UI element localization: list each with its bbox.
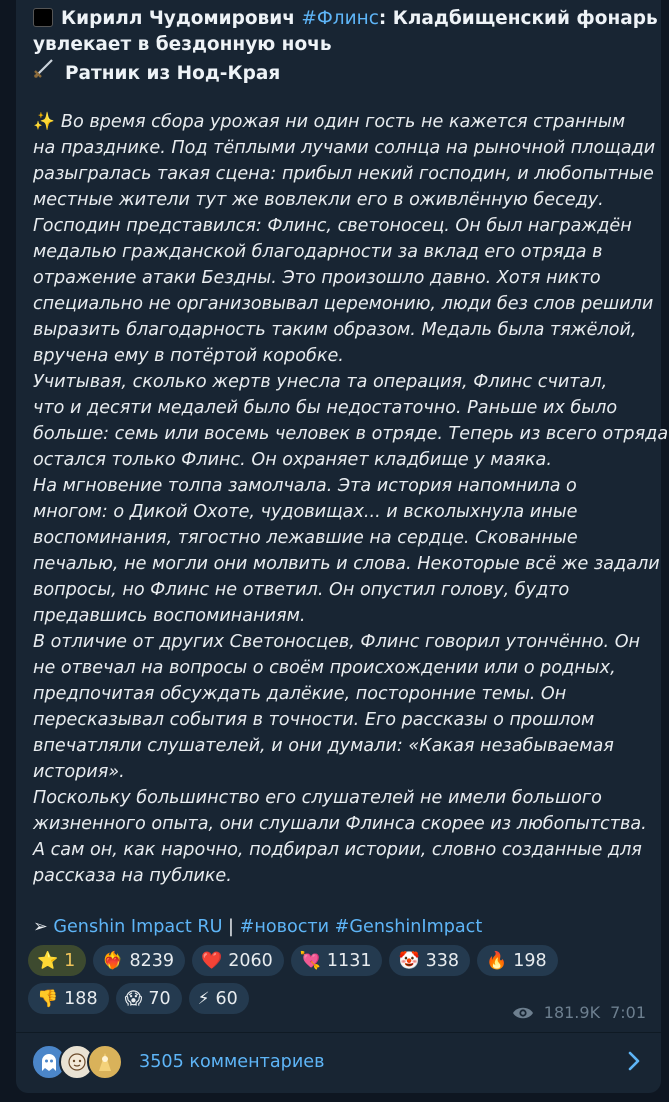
commenter-avatars: [31, 1044, 131, 1080]
reaction-count: 198: [513, 950, 547, 971]
reaction-fire-button[interactable]: [477, 945, 558, 976]
clown-icon: 🤡: [398, 950, 420, 971]
body-line: жизненного опыта, они слушали Флинса скорее из любопытства.: [33, 814, 647, 834]
body-line: А сам он, как нарочно, подбирал истории, словно созданные для: [33, 840, 642, 860]
arrow-glyph: ➢: [33, 917, 54, 937]
body-line: печалью, не могли они молвить и слова. Некоторые всё же задали: [33, 554, 660, 574]
ghost-icon: [38, 1051, 60, 1073]
body-line: многом: о Дикой Охоте, чудовищах... и всколыхнула иные: [33, 502, 578, 522]
body-line: Поскольку большинство его слушателей не имели большого: [33, 788, 602, 808]
message-meta: [512, 1003, 646, 1022]
body-line: не отвечал на вопросы о своём происхождении или о родных,: [33, 658, 616, 678]
post-header: [33, 6, 658, 87]
body-line: предпочитая обсуждать далёкие, посторонние темы. Он: [33, 684, 567, 704]
body-line: В отличие от других Светоносцев, Флинс говорил утончённо. Он: [33, 632, 641, 652]
comments-button[interactable]: [16, 1033, 661, 1091]
body-line: остался только Флинс. Он охраняет кладбище у маяка.: [33, 450, 552, 470]
body-line: местные жители тут же вовлекли его в оживлённую беседу.: [33, 190, 604, 210]
star-icon: ⭐: [37, 950, 59, 971]
header-title-line2: увлекает в бездонную ночь: [33, 33, 332, 55]
sword-icon: [33, 57, 59, 87]
reaction-thumbs-down-button[interactable]: [28, 983, 109, 1014]
avatar: [87, 1044, 123, 1080]
post-footer: [33, 914, 482, 940]
reaction-count: 338: [425, 950, 460, 971]
footer-separator: |: [222, 917, 240, 937]
body-line: вручена ему в потёртой коробке.: [33, 346, 344, 366]
heart-arrow-icon: 💘: [299, 950, 321, 971]
chevron-right-icon: [627, 1049, 641, 1077]
sparkles-icon: ✨: [33, 112, 55, 132]
body-line: предавшись воспоминаниям.: [33, 606, 306, 626]
reaction-count: 1: [64, 950, 76, 971]
reaction-count: 188: [64, 988, 98, 1009]
reaction-star-button[interactable]: [28, 945, 86, 976]
body-line: медалью гражданской благодарности за вклад его отряда в: [33, 242, 603, 262]
body-line: разыгралась такая сцена: прибыл некий господин, и любопытные: [33, 164, 654, 184]
black-square-icon: [33, 8, 53, 27]
character-figure-icon: [93, 1050, 117, 1074]
body-line: выразить благодарность таким образом. Медаль была тяжёлой,: [33, 320, 637, 340]
scream-icon: 😱: [124, 988, 143, 1009]
hashtag-genshin-link[interactable]: #GenshinImpact: [334, 917, 483, 937]
header-hashtag-link[interactable]: #Флинс: [301, 8, 379, 29]
body-line: отражение атаки Бездны. Это произошло давно. Хотя никто: [33, 268, 601, 288]
heart-fire-icon: ❤️‍🔥: [102, 950, 124, 971]
views-count: 181.9K: [543, 1003, 601, 1022]
reaction-count: 1131: [326, 950, 372, 971]
body-line: на празднике. Под тёплыми лучами солнца на рыночной площади: [33, 138, 656, 158]
lightning-icon: ⚡: [197, 988, 210, 1009]
channel-link[interactable]: Genshin Impact RU: [53, 917, 223, 937]
reaction-count: 8239: [129, 950, 175, 971]
reaction-count: 70: [148, 988, 171, 1009]
header-subtitle: Ратник из Нод-Края: [65, 63, 281, 84]
heart-icon: ❤️: [201, 950, 223, 971]
body-line: история».: [33, 762, 125, 782]
body-line: Во время сбора урожая ни один гость не кажется странным: [60, 112, 626, 132]
reaction-scream-button[interactable]: [116, 983, 182, 1014]
body-line: воспоминания, тягостно лежавшие на сердце. Скованные: [33, 528, 578, 548]
message-time: 7:01: [610, 1003, 646, 1022]
body-line: что и десяти медалей было бы недостаточно. Раньше их было: [33, 398, 618, 418]
reaction-heart-button[interactable]: [192, 945, 284, 976]
body-line: больше: семь или восемь человек в отряде. Теперь из всего отряда: [33, 424, 669, 444]
hashtag-news-link[interactable]: #новости: [239, 917, 330, 937]
header-name: Кирилл Чудомирович: [61, 8, 302, 29]
body-line: пересказывал события в точности. Его рассказы о прошлом: [33, 710, 595, 730]
body-line: Учитывая, сколько жертв унесла та операция, Флинс считал,: [33, 372, 608, 392]
body-line: рассказа на публике.: [33, 866, 232, 886]
body-line: На мгновение толпа замолчала. Эта история напомнила о: [33, 476, 577, 496]
post-body: [33, 109, 669, 889]
body-line: специально не организовывал церемонию, люди без слов решили: [33, 294, 654, 314]
comments-count-label: 3505 комментариев: [139, 1052, 325, 1072]
character-face-icon: [65, 1050, 89, 1074]
body-line: вопросы, но Флинс не ответил. Он опустил голову, будто: [33, 580, 570, 600]
body-line: Господин представился: Флинс, светоносец. Он был награждён: [33, 216, 632, 236]
reaction-lightning-button[interactable]: [189, 983, 249, 1014]
reaction-heart-fire-button[interactable]: [93, 945, 185, 976]
reaction-clown-button[interactable]: [389, 945, 470, 976]
reaction-count: 2060: [228, 950, 273, 971]
eye-icon: [512, 1006, 534, 1020]
fire-icon: 🔥: [486, 950, 508, 971]
body-line: впечатляли слушателей, и они думали: «Какая незабываемая: [33, 736, 614, 756]
reaction-heart-arrow-button[interactable]: [291, 945, 383, 976]
reaction-count: 60: [215, 988, 238, 1009]
thumbs-down-icon: 👎: [37, 988, 59, 1009]
header-title-part: : Кладбищенский фонарь: [378, 8, 658, 29]
